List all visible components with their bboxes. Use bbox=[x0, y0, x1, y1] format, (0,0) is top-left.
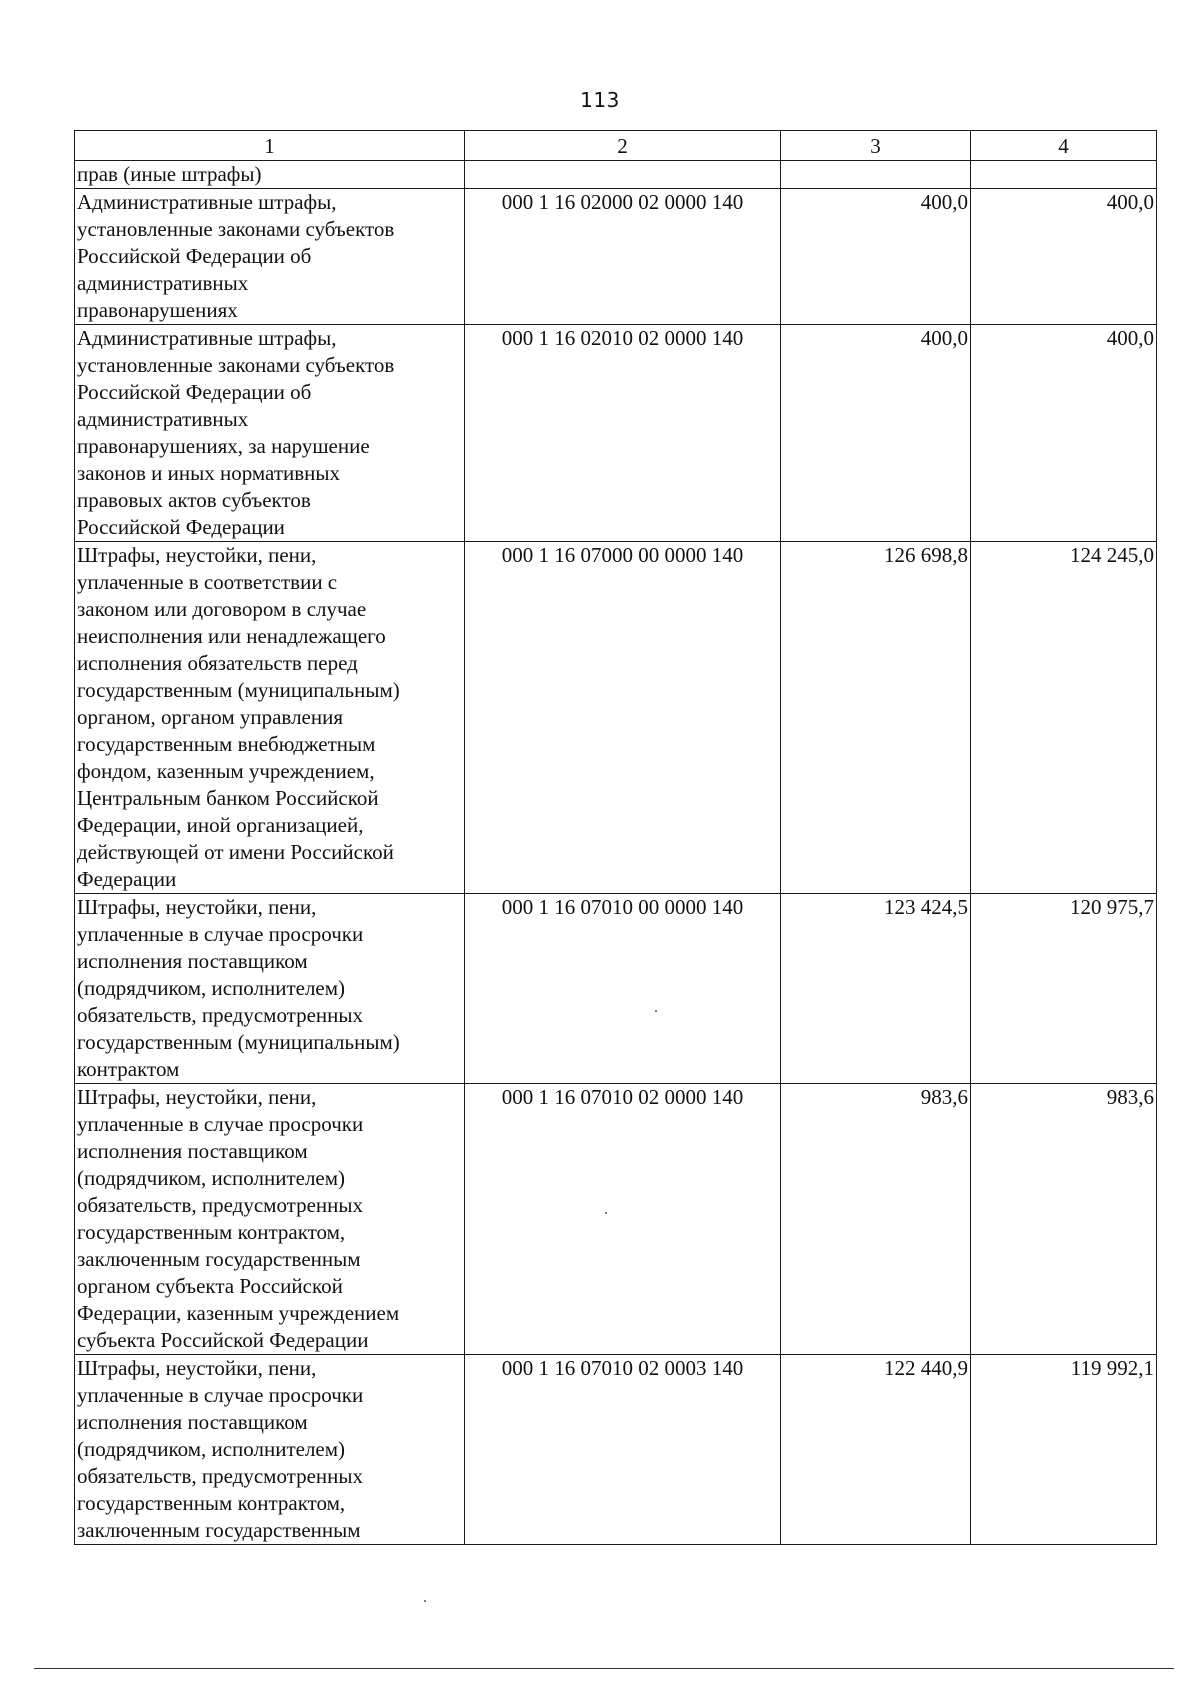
table-header-row bbox=[75, 131, 1157, 161]
row-name-cell: Административные штрафы, установленные законами субъектов Российской Федерации об административных правонарушениях bbox=[75, 189, 465, 325]
row-name-cell: Штрафы, неустойки, пени, уплаченные в случае просрочки исполнения поставщиком (подрядчиком, исполнителем) обязательств, предусмотренных государственным контрактом, заключенным государственным bbox=[75, 1355, 465, 1545]
row-name-cell: Штрафы, неустойки, пени, уплаченные в соответствии с законом или договором в случае неисполнения или ненадлежащего исполнения обязательств перед государственным (муниципальным) органом, органом управления государственным внебюджетным фондом, казенным учреждением, Центральным банком Российской Федерации, иной организацией, действующей от имени Российской Федерации bbox=[75, 542, 465, 894]
row-col4-cell: 119 992,1 bbox=[971, 1355, 1157, 1545]
column-header: 2 bbox=[465, 131, 781, 161]
table-row bbox=[75, 189, 1157, 325]
row-code-cell bbox=[465, 161, 781, 189]
scan-speck bbox=[605, 1212, 607, 1214]
scan-speck bbox=[424, 1600, 426, 1602]
row-code-cell: 000 1 16 07010 02 0003 140 bbox=[465, 1355, 781, 1545]
row-col3-cell: 122 440,9 bbox=[781, 1355, 971, 1545]
row-col4-cell: 120 975,7 bbox=[971, 894, 1157, 1084]
row-col3-cell: 123 424,5 bbox=[781, 894, 971, 1084]
row-col3-cell: 400,0 bbox=[781, 325, 971, 542]
row-code-cell: 000 1 16 07010 00 0000 140 bbox=[465, 894, 781, 1084]
scan-speck bbox=[655, 1010, 657, 1012]
page-number: 113 bbox=[580, 88, 620, 112]
row-col4-cell: 124 245,0 bbox=[971, 542, 1157, 894]
row-col3-cell: 126 698,8 bbox=[781, 542, 971, 894]
table-row bbox=[75, 161, 1157, 189]
column-header: 3 bbox=[781, 131, 971, 161]
row-col4-cell: 400,0 bbox=[971, 189, 1157, 325]
row-col3-cell: 400,0 bbox=[781, 189, 971, 325]
row-code-cell: 000 1 16 07000 00 0000 140 bbox=[465, 542, 781, 894]
row-col4-cell: 983,6 bbox=[971, 1084, 1157, 1355]
row-code-cell: 000 1 16 02010 02 0000 140 bbox=[465, 325, 781, 542]
row-col3-cell: 983,6 bbox=[781, 1084, 971, 1355]
row-col4-cell: 400,0 bbox=[971, 325, 1157, 542]
row-name-cell: прав (иные штрафы) bbox=[75, 161, 465, 189]
row-code-cell: 000 1 16 02000 02 0000 140 bbox=[465, 189, 781, 325]
table-row bbox=[75, 1355, 1157, 1545]
table-row bbox=[75, 894, 1157, 1084]
row-name-cell: Штрафы, неустойки, пени, уплаченные в случае просрочки исполнения поставщиком (подрядчиком, исполнителем) обязательств, предусмотренных государственным контрактом, заключенным государственным органом субъекта Российской Федерации, казенным учреждением субъекта Российской Федерации bbox=[75, 1084, 465, 1355]
column-header: 4 bbox=[971, 131, 1157, 161]
row-name-cell: Штрафы, неустойки, пени, уплаченные в случае просрочки исполнения поставщиком (подрядчиком, исполнителем) обязательств, предусмотренных государственным (муниципальным) контрактом bbox=[75, 894, 465, 1084]
table-row bbox=[75, 325, 1157, 542]
table-row bbox=[75, 542, 1157, 894]
row-name-cell: Административные штрафы, установленные законами субъектов Российской Федерации об административных правонарушениях, за нарушение законов и иных нормативных правовых актов субъектов Российской Федерации bbox=[75, 325, 465, 542]
revenue-table bbox=[74, 130, 1157, 1545]
table-row bbox=[75, 1084, 1157, 1355]
row-code-cell: 000 1 16 07010 02 0000 140 bbox=[465, 1084, 781, 1355]
column-header: 1 bbox=[75, 131, 465, 161]
row-col4-cell bbox=[971, 161, 1157, 189]
row-col3-cell bbox=[781, 161, 971, 189]
bottom-rule bbox=[34, 1668, 1174, 1669]
